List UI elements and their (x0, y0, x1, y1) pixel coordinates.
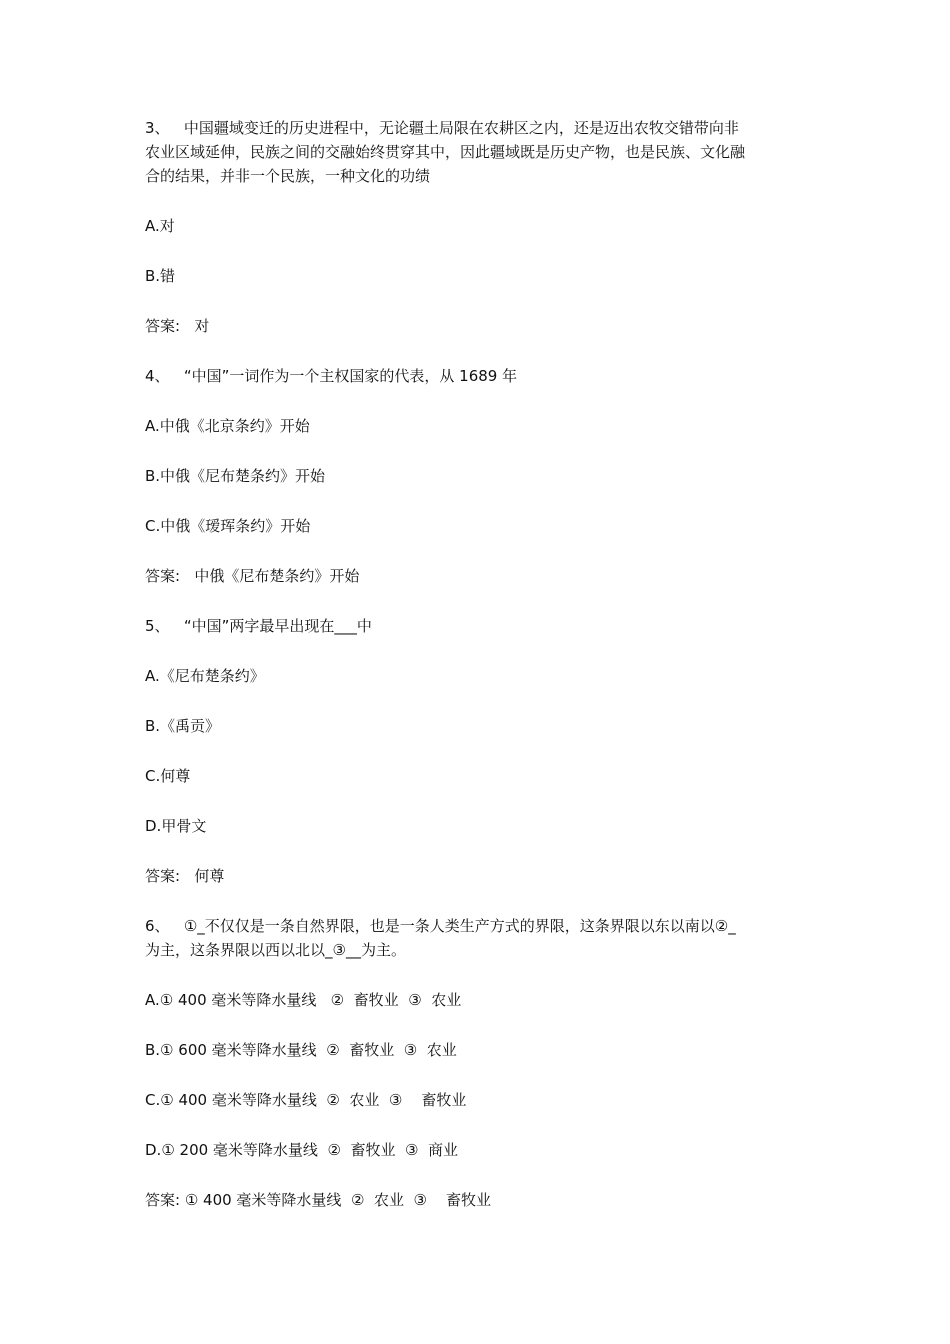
question-6-answer: 答案: ① 400 毫米等降水量线 ② 农业 ③ 畜牧业 (145, 1191, 492, 1209)
question-6-option-a: A.① 400 毫米等降水量线 ② 畜牧业 ③ 农业 (145, 991, 462, 1009)
question-5-option-a: A.《尼布楚条约》 (145, 667, 265, 685)
question-3 (145, 116, 810, 188)
question-5-option-d: D.甲骨文 (145, 817, 207, 835)
question-6-line-2: 为主，这条界限以西以北以_③__为主。 (145, 941, 406, 959)
question-3-option-a: A.对 (145, 217, 175, 235)
question-4-option-c: C.中俄《瑷珲条约》开始 (145, 517, 311, 535)
question-6-option-b: B.① 600 毫米等降水量线 ② 畜牧业 ③ 农业 (145, 1041, 457, 1059)
question-6-option-d: D.① 200 毫米等降水量线 ② 畜牧业 ③ 商业 (145, 1141, 458, 1159)
question-6-option-c: C.① 400 毫米等降水量线 ② 农业 ③ 畜牧业 (145, 1091, 467, 1109)
question-4-text: 4、 “中国”一词作为一个主权国家的代表，从 1689 年 (145, 367, 518, 385)
question-4-option-b: B.中俄《尼布楚条约》开始 (145, 467, 326, 485)
question-4-answer: 答案: 中俄《尼布楚条约》开始 (145, 567, 360, 585)
question-3-line-1: 3、 中国疆域变迁的历史进程中，无论疆土局限在农耕区之内，还是迈出农牧交错带向非 (145, 119, 739, 137)
document-page (145, 116, 810, 1238)
question-3-option-b: B.错 (145, 267, 176, 285)
question-5-text: 5、 “中国”两字最早出现在___中 (145, 617, 372, 635)
question-5-answer: 答案: 何尊 (145, 867, 225, 885)
question-6 (145, 914, 810, 962)
question-5-option-c: C.何尊 (145, 767, 191, 785)
question-3-line-2: 农业区域延伸，民族之间的交融始终贯穿其中，因此疆域既是历史产物，也是民族、文化融 (145, 143, 746, 161)
question-6-line-1: 6、 ①_不仅仅是一条自然界限，也是一条人类生产方式的界限，这条界限以东以南以②_ (145, 917, 736, 935)
question-3-line-3: 合的结果，并非一个民族，一种文化的功绩 (145, 167, 431, 185)
question-4-option-a: A.中俄《北京条约》开始 (145, 417, 310, 435)
question-3-answer: 答案: 对 (145, 317, 210, 335)
question-5-option-b: B.《禹贡》 (145, 717, 221, 735)
